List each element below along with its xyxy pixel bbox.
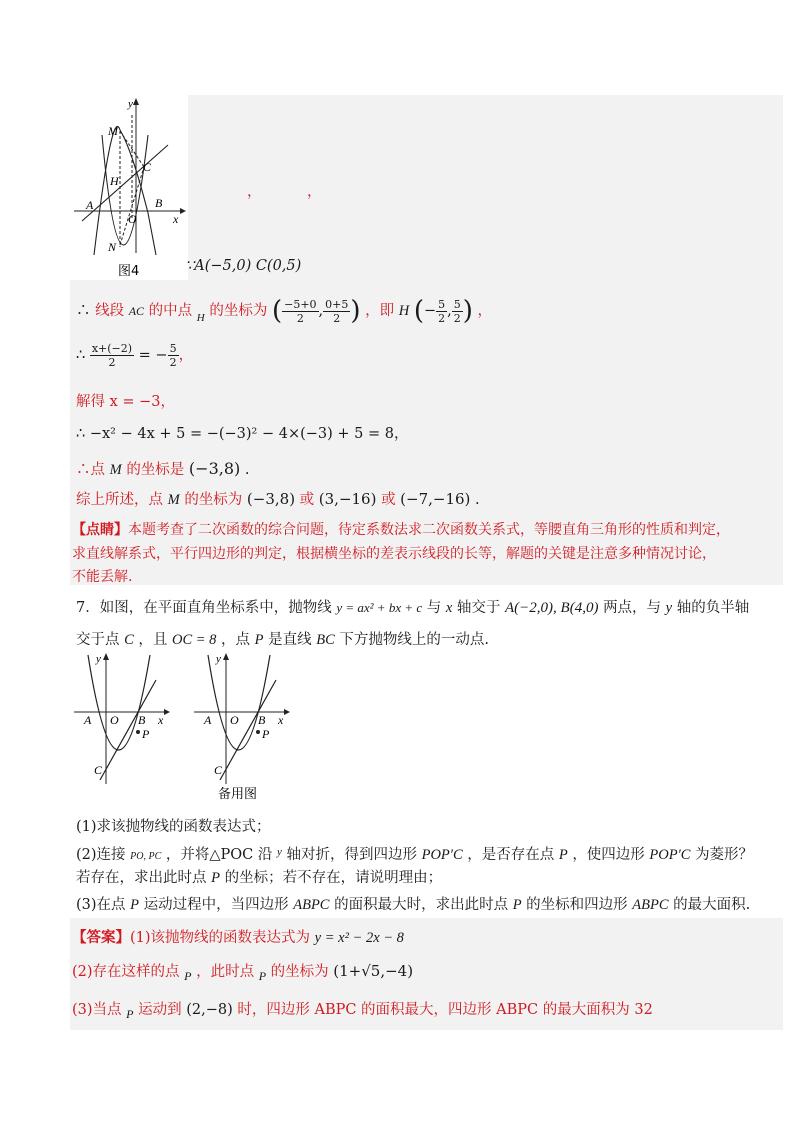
sub-question-2b: 若存在，求出此时点 P 的坐标；若不存在，请说明理由； (76, 870, 443, 886)
answer-line-1: 【答案】(1)该抛物线的函数表达式为 y = x² − 2x − 8 (72, 929, 404, 946)
midpoint-line: ∴ 线段 AC 的中点 $_H$ 的坐标为 ( $\frac{-5+0}{2}$ , $\frac{0+5}{2}$ ) ，即 H (− $\frac{5}{2}$ , $\frac{5}{2}$ ) ， (76, 296, 493, 326)
comment-line-3: 不能丢解. (72, 569, 133, 585)
svg-text:x: x (278, 713, 284, 727)
svg-text:O: O (230, 713, 239, 727)
answer-tag: 【答案】 (72, 929, 130, 946)
comment-tag: 【点睛】 (72, 522, 128, 538)
answer-line-2: (2)存在这样的点 $_P$ ，此时点 $_P$ 的坐标为 (1+√5,−4) (72, 962, 414, 983)
question-figure-2 (192, 650, 297, 802)
svg-text:A: A (204, 713, 212, 727)
fig4-label-A: A (86, 198, 94, 212)
svg-text:P: P (262, 727, 270, 741)
svg-text:C: C (214, 763, 223, 777)
eq-rhs: = − (138, 347, 168, 364)
svg-text:y: y (216, 653, 221, 665)
mid-frac-2: $\frac{0+5}{2}$ (325, 297, 349, 325)
eq-rhs-frac: $\frac{5}{2}$ (169, 342, 177, 369)
mid-res-1: $\frac{5}{2}$ (438, 297, 446, 325)
fig4-caption: 图4 (118, 264, 140, 279)
fig4-label-x: x (173, 212, 179, 226)
fig4-label-N: N (108, 240, 117, 254)
midpoint-text-c: 的坐标为 (209, 303, 268, 319)
fig4-label-B: B (155, 196, 163, 210)
m-point-line: ∴点 M 的坐标是 (−3,8) . (76, 459, 250, 478)
sub-question-3: (3)在点 P 运动过程中，当四边形 ABPC 的面积最大时，求出此时点 P 的坐标和四边形 ABPC 的最大面积. (76, 897, 751, 913)
svg-text:A: A (84, 713, 92, 727)
stray-comma-1: ， (247, 184, 262, 200)
question-line-2: 交于点 C ，且 OC = 8 ，点 P 是直线 BC 下方抛物线上的一动点. (76, 632, 489, 648)
midpoint-therefore: ∴ (76, 303, 91, 319)
stray-comma-2: ， (307, 184, 322, 200)
fig4-label-H: H (110, 174, 119, 188)
svg-text:x: x (158, 713, 164, 727)
sub-question-2: (2)连接 PO, PC ，并将△POC 沿 $^y$ 轴对折，得到四边形 POP′C ，是否存在点 P ，使四边形 POP′C 为菱形？ (76, 846, 754, 863)
eq-therefore: ∴ (76, 347, 86, 364)
given-line: ∵A(−5,0) C(0,5) (185, 258, 302, 274)
midpoint-ac: AC (128, 304, 145, 318)
calc-line: ∴ −x² − 4x + 5 = −(−3)² − 4×(−3) + 5 = 8， (76, 426, 409, 442)
question-figure-1 (72, 650, 172, 785)
midpoint-h2: H (398, 303, 410, 319)
midpoint-text-a: 线段 (95, 303, 125, 319)
comment-line-2: 求直线解系式，平行四边形的判定，根据横坐标的差表示线段的长等，解题的关键是注意多种情况讨论， (72, 546, 716, 562)
svg-text:y: y (96, 653, 101, 665)
backup-figure-caption: 备用图 (218, 787, 258, 802)
svg-text:C: C (94, 763, 103, 777)
mid-frac-1: $\frac{-5+0}{2}$ (284, 297, 317, 325)
fig4-label-M: M (108, 124, 118, 138)
svg-text:O: O (110, 713, 119, 727)
question-line-1: 7．如图，在平面直角坐标系中，抛物线 y = ax² + bx + c 与 x 轴交于 A(−2,0), B(4,0) 两点，与 y 轴的负半轴 (76, 600, 750, 616)
svg-text:P: P (142, 727, 150, 741)
summary-line: 综上所述，点 M 的坐标为 (−3,8) 或 (3,−16) 或 (−7,−16) . (76, 490, 480, 508)
midpoint-text-d: ，即 (365, 303, 395, 319)
fig4-label-O: O (128, 212, 137, 226)
midpoint-text-b: 的中点 (148, 303, 193, 319)
mid-res-2: $\frac{5}{2}$ (453, 297, 461, 325)
figure-4 (70, 95, 188, 280)
svg-text:B: B (138, 713, 146, 727)
eq-frac: $\frac{x+(-2)}{2}$ (91, 342, 133, 369)
fig4-label-C: C (143, 160, 152, 174)
sub-question-1: (1)求该抛物线的函数表达式； (76, 819, 271, 835)
svg-text:B: B (258, 713, 266, 727)
fig4-label-y: y (128, 98, 133, 110)
answer-line-3: (3)当点 $_P$ 运动到 (2,−8) 时，四边形 ABPC 的面积最大，四边形 ABPC 的最大面积为 32 (72, 1002, 653, 1021)
equation-line: ∴ $\frac{x+(-2)}{2}$ = − $\frac{5}{2}$ ， (76, 342, 194, 369)
midpoint-h: H (196, 312, 205, 324)
comment-line-1: 【点睛】本题考查了二次函数的综合问题，待定系数法求二次函数关系式，等腰直角三角形的性质和判定， (72, 522, 730, 538)
solve-line: 解得 x = −3， (76, 394, 176, 410)
